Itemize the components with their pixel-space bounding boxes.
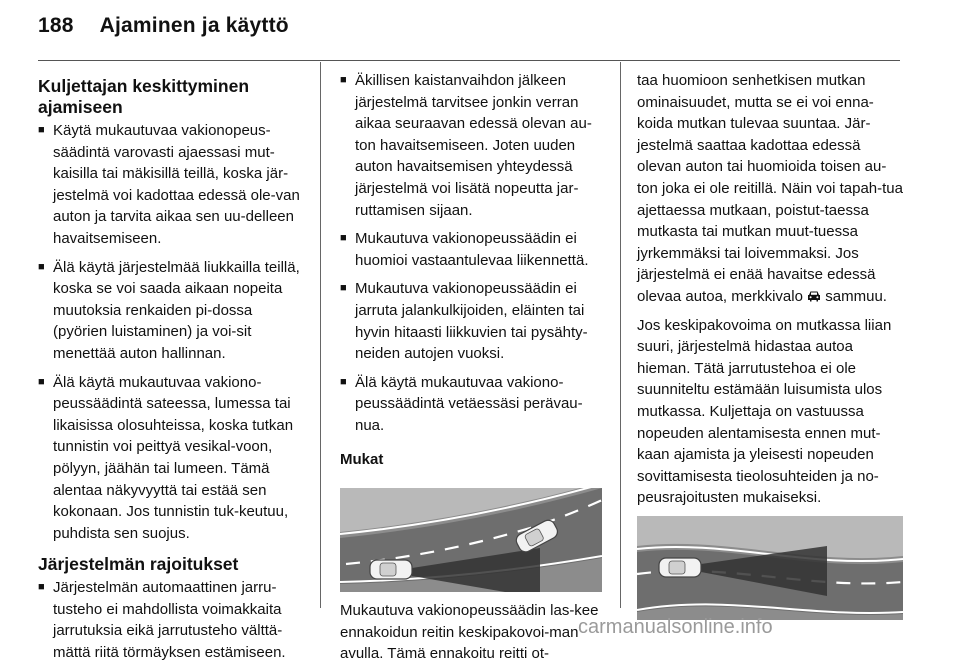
paragraph-text: taa huomioon senhetkisen mutkan ominaisuudet, mutta se ei voi enna-koida mutkan tulevaa suuntaa. Jär-jestelmä saattaa kadottaa edessä olevan auton tai huomioida toisen au-ton joka ei ole reitillä. Näin voi tapah-tua ajettaessa mutkaan, poistut-taessa mutkasta tai mutkan muut-tuessa jyrkemmäksi tai loivemmaksi. Jos järjestelmä ei enää havaitse edessä olevaa autoa, merkkivalo bbox=[637, 72, 903, 305]
header-rule bbox=[38, 60, 900, 61]
column-3 bbox=[637, 70, 903, 628]
paragraph-centrifugal: Jos keskipakovoima on mutkassa liian suuri, järjestelmä hidastaa autoa hieman. Tätä jarrutustehoa ei ole suunniteltu estämään luisumista ulos mutkassa. Kuljettaja on vastuussa nopeuden alentamisesta ennen mut-kaan ajamista ja yleisesti nopeuden sovittamisesta tieolosuhteiden ja no-peusrajoitusten mukaiseksi. bbox=[637, 316, 892, 507]
watermark: carmanualsonline.info bbox=[578, 616, 773, 638]
list-item: ■ Äkillisen kaistanvaihdon jälkeen järjestelmä tarvitsee jonkin verran aikaa seuraavan edessä olevan au-ton havaitsemiseen. Joten uuden auton havaitsemisen yhteydessä järjestelmä voi lisätä nopeutta jar-ruttamisen sijaan. bbox=[340, 70, 608, 221]
page-header bbox=[38, 14, 289, 38]
heading-driver-focus bbox=[38, 76, 308, 118]
car-icon bbox=[659, 558, 701, 577]
bullet-list-limits-cont bbox=[340, 70, 608, 437]
figure-caption: Mukautuva vakionopeussäädin las-kee ennakoidun reitin keskipakovoi-man avulla. Tämä ennakoitu reitti ot- bbox=[340, 602, 599, 663]
car-front-icon bbox=[807, 290, 821, 302]
column-divider bbox=[320, 62, 321, 608]
list-item: ■ Käytä mukautuvaa vakionopeus-säädintä varovasti ajaessasi mut-kaisilla tai mäkisillä teillä, koska jär-jestelmä voi kadottaa edessä ole-van auton ja tarvita aikaa sen uu-delleen havaitsemiseen. bbox=[38, 120, 308, 250]
list-item: ■ Järjestelmän automaattinen jarru-tusteho ei mahdollista voimakkaita jarrutuksia eikä jarrutusteho välttä-mättä riitä törmäyksen estämiseen. bbox=[38, 577, 308, 663]
car-icon bbox=[370, 560, 412, 579]
bullet-list-system-limits bbox=[38, 577, 308, 663]
list-item: ■ Älä käytä järjestelmää liukkailla teillä, koska se voi saada aikaan nopeita muutoksia renkaiden pi-dossa (pyörien luistaminen) ja voi-sit menettää auton hallinnan. bbox=[38, 257, 308, 365]
column-2 bbox=[340, 70, 608, 672]
curve-illustration-2 bbox=[637, 516, 903, 620]
list-item: ■ Älä käytä mukautuvaa vakiono-peussäädintä vetäessäsi perävau-nua. bbox=[340, 372, 608, 437]
heading-system-limits: Järjestelmän rajoitukset bbox=[38, 554, 239, 575]
page-number: 188 bbox=[38, 14, 74, 37]
list-item: ■ Mukautuva vakionopeussäädin ei jarruta jalankulkijoiden, eläinten tai hyvin hitaasti liikkuvien tai pysähty-neiden autojen vuoksi. bbox=[340, 278, 608, 364]
curve-illustration-1 bbox=[340, 488, 602, 592]
paragraph-curve-prediction bbox=[637, 70, 903, 308]
list-item: ■ Mukautuva vakionopeussäädin ei huomioi vastaantulevaa liikennettä. bbox=[340, 228, 608, 271]
bullet-list-driver-focus bbox=[38, 120, 308, 544]
heading-driver-focus-line2: ajamiseen bbox=[38, 97, 123, 117]
heading-curves: Mukat bbox=[340, 450, 384, 468]
paragraph-text: sammuu. bbox=[825, 287, 887, 305]
heading-driver-focus-line1: Kuljettajan keskittyminen bbox=[38, 76, 250, 96]
list-item: ■ Älä käytä mukautuvaa vakiono-peussäädintä sateessa, lumessa tai likaisissa olosuhteissa, koska tutkan tunnistin voi peittyä vesikal-voon, pölyyn, jäähän tai lumeen. Tämä alentaa näkyvyyttä tai estää sen kokonaan. Jos tunnistin tuk-keutuu, puhdista sen suojus. bbox=[38, 372, 308, 545]
column-divider bbox=[620, 62, 621, 608]
section-title: Ajaminen ja käyttö bbox=[99, 14, 289, 37]
column-1 bbox=[38, 76, 308, 671]
